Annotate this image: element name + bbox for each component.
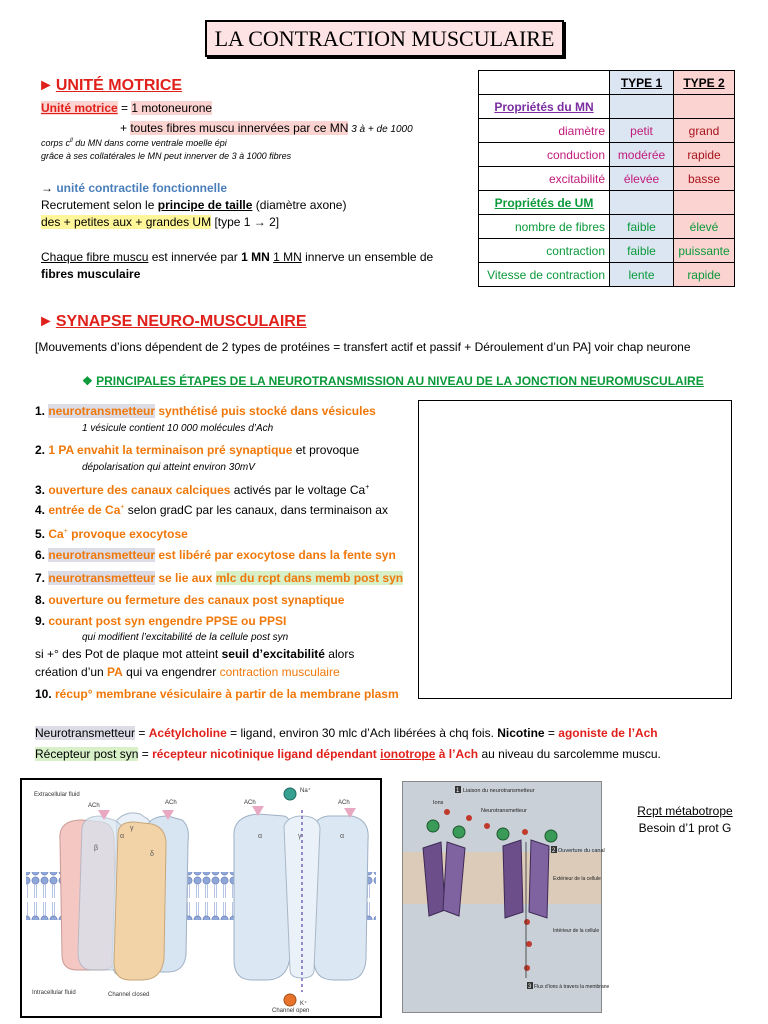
step-num: 10. [35,687,56,701]
def-val: 1 motoneurone [131,101,213,115]
table-row [479,167,735,191]
cell-t1: petit [610,119,674,143]
table-row [479,239,735,263]
recr-a: Recrutement selon le [41,198,158,212]
nt-g: agoniste de l’Ach [558,726,658,740]
step-10 [35,687,399,701]
row-label: Propriétés de UM [479,191,610,215]
row-label: Vitesse de contraction [479,263,610,287]
step-num: 6. [35,548,49,562]
fig2-n1: 1 [456,788,460,794]
def-term: Unité motrice [41,101,118,115]
label-alpha-2: α [258,833,263,840]
fig2-int: Intérieur de la cellule [553,928,600,934]
channel-diagram-svg [403,782,610,1012]
step-2-note: dépolarisation qui atteint environ 30mV [82,462,255,473]
rc-e: à l’Ach [435,747,479,761]
step-1-a: neurotransmetteur [48,404,156,418]
note-corps-sup: ll [70,138,73,144]
ion-dot-icon [466,815,472,821]
def-line-2 [120,120,413,138]
nt-ball-icon [545,830,557,842]
step-7 [35,571,403,585]
step-3-b: activés par le voltage Ca [230,483,366,497]
label-beta: β [94,845,99,852]
plus-text: + [120,121,131,135]
figure-nicotinic-receptor [20,778,382,1018]
figure-ligand-gated-channel [402,781,610,1013]
step-num: 4. [35,503,49,517]
inn-a: Chaque fibre muscu [41,250,149,264]
neurotransmetteur-line [35,726,658,740]
cell-t2 [674,95,735,119]
nt-ball-icon [427,820,439,832]
step-4 [35,503,388,517]
heading-text: SYNAPSE NEURO-MUSCULAIRE [55,313,307,330]
step-1-note: 1 vésicule contient 10 000 molécules d’Ach [82,423,274,434]
s9c-c: qui va engendrer [122,665,220,679]
nt-f: = [544,726,559,740]
fig2-n3: 3 [528,984,532,990]
recepteur-line [35,747,661,761]
open-subunit-left [234,814,292,980]
cell-t2: rapide [674,143,735,167]
fig2-l1: Liaison du neurotransmetteur [463,788,535,794]
s9b-b: seuil d’excitabilité [221,647,325,661]
step-num: 9. [35,614,49,628]
na-ion-icon [284,788,296,800]
ion-dot-icon [522,829,528,835]
step-4-a: entrée de Ca [48,503,121,517]
inn-f: innerve un ensemble de [301,250,434,264]
step-num: 7. [35,571,49,585]
subunit-delta [114,822,166,980]
cell-t1: élevée [610,167,674,191]
row-label: nombre de fibres [479,215,610,239]
label-ach-2: ACh [165,800,177,806]
s9c-d: contraction musculaire [219,665,340,679]
triangle-bullet-icon: ► [38,77,54,94]
recrutement-line [41,197,346,213]
cell-t1 [610,95,674,119]
cell-t2: puissante [674,239,735,263]
table-header-row [479,71,735,95]
step-num: 3. [35,483,49,497]
step-1 [35,404,376,418]
ion-dot-icon [524,965,530,971]
ion-dot-icon [444,809,450,815]
step-9-a: courant post syn engendre PPSE ou PPSI [48,614,287,628]
properties-table [478,70,735,287]
cell-t1: faible [610,239,674,263]
step-8-a: ouverture ou fermeture des canaux post synaptique [48,593,345,607]
note-corps-b: du MN dans corne ventrale moelle épi [72,138,227,148]
step-1-b: synthétisé puis stocké dans vésicules [155,404,376,418]
side-note [630,803,740,837]
receptor-diagram-svg [22,780,380,1016]
cell-t1 [610,191,674,215]
step-2 [35,443,359,457]
cell-t2: élevé [674,215,735,239]
label-channel-closed: Channel closed [108,992,150,998]
label-alpha: α [120,833,125,840]
def-eq: = [117,101,132,115]
row-label: conduction [479,143,610,167]
recr2-a: des + petites aux + grandes UM [41,215,212,229]
inn-b: est innervée par [148,250,242,264]
fig2-l2: Ouverture du canal [558,848,605,854]
table-row [479,191,735,215]
step-2-b: et provoque [292,443,360,457]
label-ach-3: ACh [244,800,256,806]
label-gamma: γ [130,825,134,832]
rc-b: = [138,747,153,761]
label-intracellular: Intracellular fluid [32,990,76,996]
side-note-l2: Besoin d’1 prot G [638,821,732,835]
page-title [205,20,564,57]
def-line2-note: 3 à + de 1000 [348,124,413,135]
recr-c: (diamètre axone) [252,198,347,212]
label-alpha-3: α [340,833,345,840]
inn-e: 1 MN [273,250,302,264]
nt-c: Acétylcholine [148,726,227,740]
fig2-l3: Flux d’ions à travers la membrane [534,984,610,990]
step-6-a: neurotransmetteur [48,548,156,562]
row-label: contraction [479,239,610,263]
heading-text: UNITÉ MOTRICE [55,77,183,94]
step-num: 5. [35,527,49,541]
note-collaterales: grâce à ses collatérales le MN peut innerver de 3 à 1000 fibres [41,151,292,161]
label-k: K⁺ [300,1001,308,1007]
arrow-icon: → [41,181,53,195]
empty-drawing-box [418,400,732,699]
cell-t2: grand [674,119,735,143]
step-5 [35,527,188,541]
recr2-b: [type 1 → 2] [211,215,280,229]
note-corps [41,138,227,148]
table-row [479,263,735,287]
row-label: diamètre [479,119,610,143]
label-extracellular: Extracellular fluid [34,792,80,798]
def-line [41,100,212,116]
step-5-b: provoque exocytose [67,527,188,541]
cell-t2: rapide [674,263,735,287]
section-heading-synapse [38,313,307,331]
nt-ball-icon [453,826,465,838]
note-corps-a: corps c [41,138,71,148]
cell-t1: faible [610,215,674,239]
arrow-line [41,180,227,196]
ion-dot-icon [524,919,530,925]
cell-t1: lente [610,263,674,287]
triangle-bullet-icon: ► [38,313,54,330]
step-3-a: ouverture des canaux calciques [48,483,231,497]
diamond-bullet-icon: ❖ [82,374,93,388]
label-ach-4: ACh [338,800,350,806]
step-6-b: est libéré par exocytose dans la fente syn [155,548,396,562]
step-5-sup: + [63,528,68,535]
step-9-note: qui modifient l’excitabilité de la cellule post syn [82,632,289,643]
cell-t2: basse [674,167,735,191]
row-label: Propriétés du MN [479,95,610,119]
s9b-c: alors [324,647,355,661]
fig2-n2: 2 [552,848,556,854]
fig2-nt: Neurotransmetteur [481,808,527,814]
table-row [479,119,735,143]
step-10-a: récup° membrane vésiculaire à partir de la membrane plasm [55,687,399,701]
rc-a: Récepteur post syn [35,747,139,761]
step-2-a: 1 PA envahit la terminaison pré synaptique [48,443,293,457]
label-channel-open: Channel open [272,1008,310,1014]
step-num: 1. [35,404,49,418]
nt-a: Neurotransmetteur [35,726,136,740]
step-num: 8. [35,593,49,607]
table-row [479,95,735,119]
col-type2: TYPE 2 [674,71,735,95]
step-8 [35,593,344,607]
page-title-text: LA CONTRACTION MUSCULAIRE [214,25,555,51]
inn-c: 1 MN [241,250,270,264]
step-9 [35,614,286,628]
label-na: Na⁺ [300,788,311,794]
open-subunit-right [312,816,368,980]
recrutement-line-2 [41,214,279,230]
innervation-line-2: fibres musculaire [41,267,141,281]
step-6 [35,548,396,562]
step-num: 2. [35,443,49,457]
step-3-sup: + [365,484,370,491]
subheading-etapes [82,373,704,389]
fig2-ext: Extérieur de la cellule [553,876,601,882]
rc-c: récepteur nicotinique ligand dépendant [152,747,381,761]
step-4-b: selon gradC par les canaux, dans terminaison ax [124,503,388,517]
rc-f: au niveau du sarcolemme muscu. [478,747,661,761]
nt-e: Nicotine [497,726,545,740]
nt-b: = [135,726,149,740]
cell-t1: modérée [610,143,674,167]
def-line2-text: toutes fibres muscu innervées par ce MN [130,121,349,135]
nt-ball-icon [497,828,509,840]
row-label: excitabilité [479,167,610,191]
ion-dot-icon [484,823,490,829]
label-delta: δ [150,851,154,858]
step-9-line-2 [35,647,354,661]
nt-d: = ligand, environ 30 mlc d’Ach libérées à chq fois. [226,726,498,740]
innervation-line [41,249,433,265]
table-row [479,215,735,239]
recr-b: principe de taille [157,198,253,212]
step-7-b: se lie aux [155,571,216,585]
step-3 [35,483,369,497]
fig2-ions: Ions [433,800,444,806]
ion-dot-icon [526,941,532,947]
step-5-a: Ca [48,527,64,541]
step-9-line-3 [35,665,340,679]
section-heading-unite-motrice [38,77,182,95]
step-7-a: neurotransmetteur [48,571,156,585]
cell-t2 [674,191,735,215]
arrow-line-text: unité contractile fonctionnelle [53,181,228,195]
label-gamma-2: γ [298,833,302,840]
col-type1: TYPE 1 [610,71,674,95]
label-ach-1: ACh [88,803,100,809]
table-row [479,143,735,167]
subheading-text: PRINCIPALES ÉTAPES DE LA NEUROTRANSMISSION AU NIVEAU DE LA JONCTION NEUROMUSCULAIRE [96,374,704,388]
side-note-l1: Rcpt métabotrope [637,804,733,818]
s9c-b: PA [107,665,123,679]
step-7-c: mlc du rcpt dans memb post syn [215,571,404,585]
rc-d: ionotrope [380,747,436,761]
s9b-a: si +° des Pot de plaque mot atteint [35,647,222,661]
s9c-a: création d’un [35,665,108,679]
table-corner [479,71,610,95]
k-ion-icon [284,994,296,1006]
synapse-intro: [Mouvements d’ions dépendent de 2 types de protéines = transfert actif et passif + Déroulement d’un PA] voir chap neurone [35,340,691,354]
step-4-sup: + [120,504,125,511]
